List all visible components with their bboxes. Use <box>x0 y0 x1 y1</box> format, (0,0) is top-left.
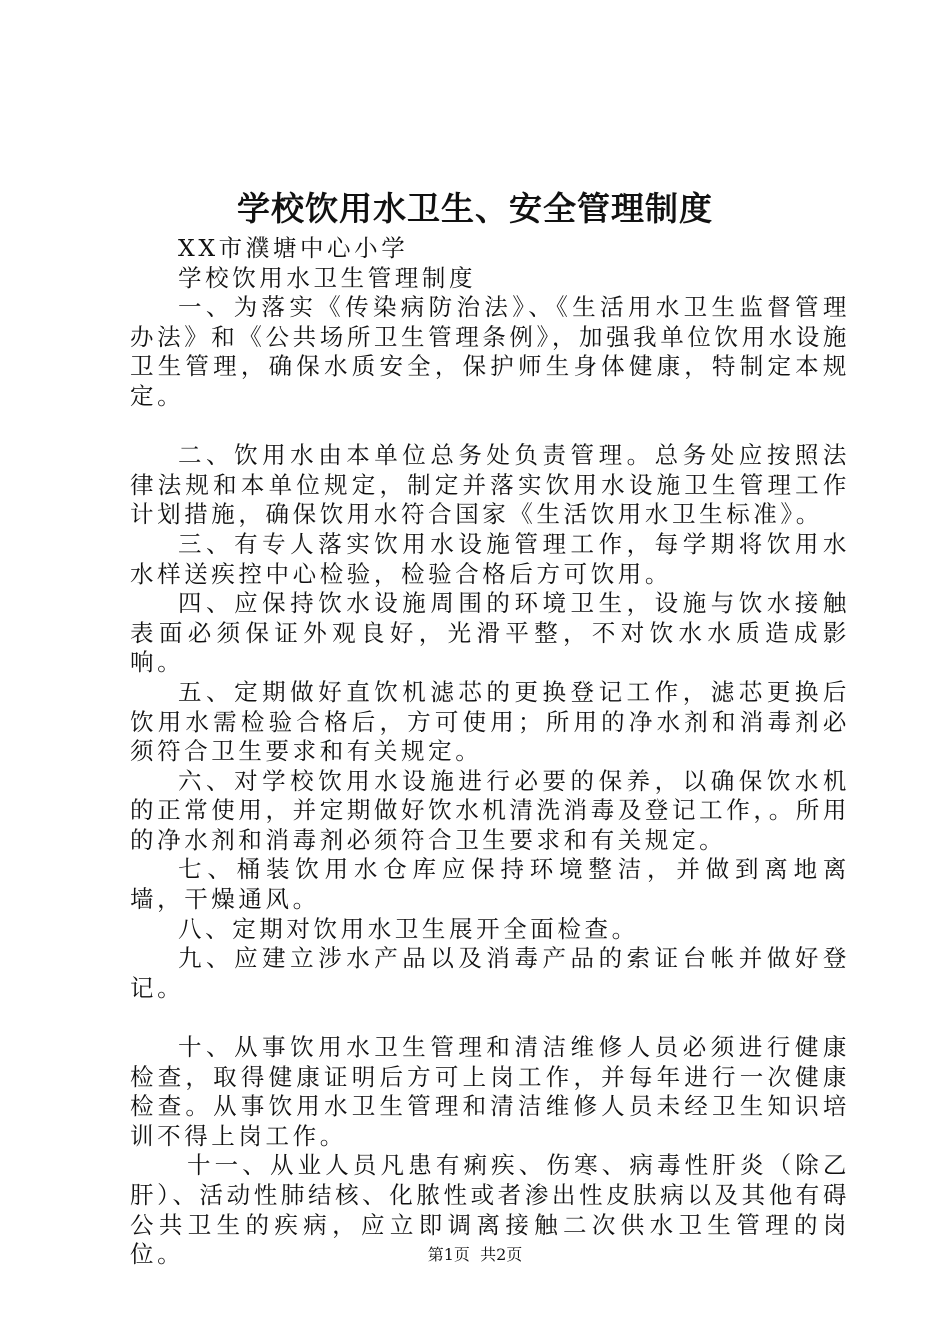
paragraph-5: 五、定期做好直饮机滤芯的更换登记工作，滤芯更换后饮用水需检验合格后，方可使用；所用的净水剂和消毒剂必须符合卫生要求和有关规定。 <box>130 677 850 766</box>
subtitle-line: 学校饮用水卫生管理制度 <box>178 263 477 292</box>
page-total: 共2页 <box>480 1245 523 1264</box>
paragraph-2: 二、饮用水由本单位总务处负责管理。总务处应按照法律法规和本单位规定，制定并落实饮用水设施卫生管理工作计划措施，确保饮用水符合国家《生活饮用水卫生标准》。 <box>130 441 850 529</box>
paragraph-1: 一、为落实《传染病防治法》、《生活用水卫生监督管理办法》和《公共场所卫生管理条例》，加强我单位饮用水设施卫生管理，确保水质安全，保护师生身体健康，特制定本规定。 <box>130 293 850 410</box>
paragraph-6: 六、对学校饮用水设施进行必要的保养，以确保饮水机的正常使用，并定期做好饮水机清洗消毒及登记工作，。所用的净水剂和消毒剂必须符合卫生要求和有关规定。 <box>130 766 850 854</box>
page-number: 第1页 <box>427 1245 470 1264</box>
org-line: XX市濮塘中心小学 <box>178 234 409 262</box>
paragraph-3: 三、有专人落实饮用水设施管理工作，每学期将饮用水水样送疾控中心检验，检验合格后方可饮用。 <box>130 529 850 588</box>
paragraph-10: 十、从事饮用水卫生管理和清洁维修人员必须进行健康检查，取得健康证明后方可上岗工作，并每年进行一次健康检查。从事饮用水卫生管理和清洁维修人员未经卫生知识培训不得上岗工作。 <box>130 1033 850 1150</box>
paragraph-8: 八、定期对饮用水卫生展开全面检查。 <box>178 914 639 943</box>
document-body <box>130 234 850 1270</box>
paragraph-9: 九、应建立涉水产品以及消毒产品的索证台帐并做好登记。 <box>130 944 850 1002</box>
paragraph-4: 四、应保持饮水设施周围的环境卫生，设施与饮水接触表面必须保证外观良好，光滑平整，不对饮水水质造成影响。 <box>130 589 850 677</box>
paragraph-11: 十一、从业人员凡患有痢疾、伤寒、病毒性肝炎（除乙肝）、活动性肺结核、化脓性或者渗出性皮肤病以及其他有碍公共卫生的疾病，应立即调离接触二次供水卫生管理的岗位。 <box>130 1151 850 1269</box>
document-title: 学校饮用水卫生、安全管理制度 <box>237 189 713 228</box>
page-footer <box>0 1244 950 1266</box>
paragraph-7: 七、桶装饮用水仓库应保持环境整洁，并做到离地离墙，干燥通风。 <box>130 855 850 914</box>
